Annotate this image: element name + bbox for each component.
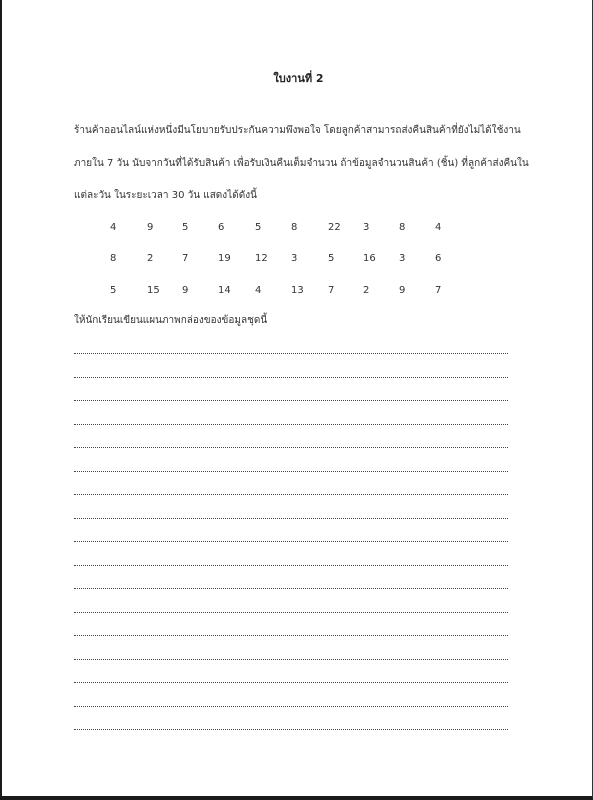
data-value: 5 <box>182 222 189 233</box>
answer-line <box>74 518 508 519</box>
data-value: 9 <box>147 222 154 233</box>
data-value: 3 <box>399 253 406 264</box>
answer-lines[interactable] <box>74 353 508 733</box>
data-value: 13 <box>291 285 304 296</box>
answer-line <box>74 447 508 448</box>
data-value: 2 <box>147 253 154 264</box>
data-value: 7 <box>328 285 335 296</box>
data-value: 9 <box>182 285 189 296</box>
problem-line-3: แต่ละวัน ในระยะเวลา 30 วัน แสดงได้ดังนี้ <box>74 190 257 201</box>
data-value: 14 <box>218 285 231 296</box>
data-value: 19 <box>218 253 231 264</box>
data-value: 22 <box>328 222 341 233</box>
data-value: 3 <box>291 253 298 264</box>
answer-line <box>74 706 508 707</box>
data-value: 4 <box>110 222 117 233</box>
answer-line <box>74 400 508 401</box>
data-value: 9 <box>399 285 406 296</box>
data-value: 16 <box>363 253 376 264</box>
data-row <box>2 252 593 266</box>
data-value: 6 <box>218 222 225 233</box>
answer-line <box>74 541 508 542</box>
answer-line <box>74 353 508 354</box>
answer-line <box>74 494 508 495</box>
data-value: 3 <box>363 222 370 233</box>
data-value: 8 <box>291 222 298 233</box>
data-value: 4 <box>435 222 442 233</box>
data-value: 5 <box>255 222 262 233</box>
data-value: 12 <box>255 253 268 264</box>
data-value: 8 <box>399 222 406 233</box>
data-value: 15 <box>147 285 160 296</box>
answer-line <box>74 471 508 472</box>
instruction-text: ให้นักเรียนเขียนแผนภาพกล่องของข้อมูลชุดนี้ <box>74 315 268 326</box>
data-value: 7 <box>435 285 442 296</box>
answer-line <box>74 729 508 730</box>
data-value: 5 <box>110 285 117 296</box>
answer-line <box>74 682 508 683</box>
worksheet-title: ใบงานที่ 2 <box>273 72 324 85</box>
data-value: 4 <box>255 285 262 296</box>
data-row <box>2 221 593 235</box>
problem-line-1: ร้านค้าออนไลน์แห่งหนึ่งมีนโยบายรับประกันความพึงพอใจ โดยลูกค้าสามารถส่งคืนสินค้าที่ยังไม่ได้ใช้งาน <box>74 125 521 136</box>
data-row <box>2 284 593 298</box>
data-value: 5 <box>328 253 335 264</box>
answer-line <box>74 588 508 589</box>
data-value: 8 <box>110 253 117 264</box>
answer-line <box>74 565 508 566</box>
problem-line-2: ภายใน 7 วัน นับจากวันที่ได้รับสินค้า เพื่อรับเงินคืนเต็มจำนวน ถ้าข้อมูลจำนวนสินค้า (ชิ้น) ที่ลูกค้าส่งคืนใน <box>74 158 529 169</box>
answer-line <box>74 635 508 636</box>
data-value: 6 <box>435 253 442 264</box>
answer-line <box>74 424 508 425</box>
data-value: 2 <box>363 285 370 296</box>
data-value: 7 <box>182 253 189 264</box>
answer-line <box>74 659 508 660</box>
answer-line <box>74 377 508 378</box>
answer-line <box>74 612 508 613</box>
